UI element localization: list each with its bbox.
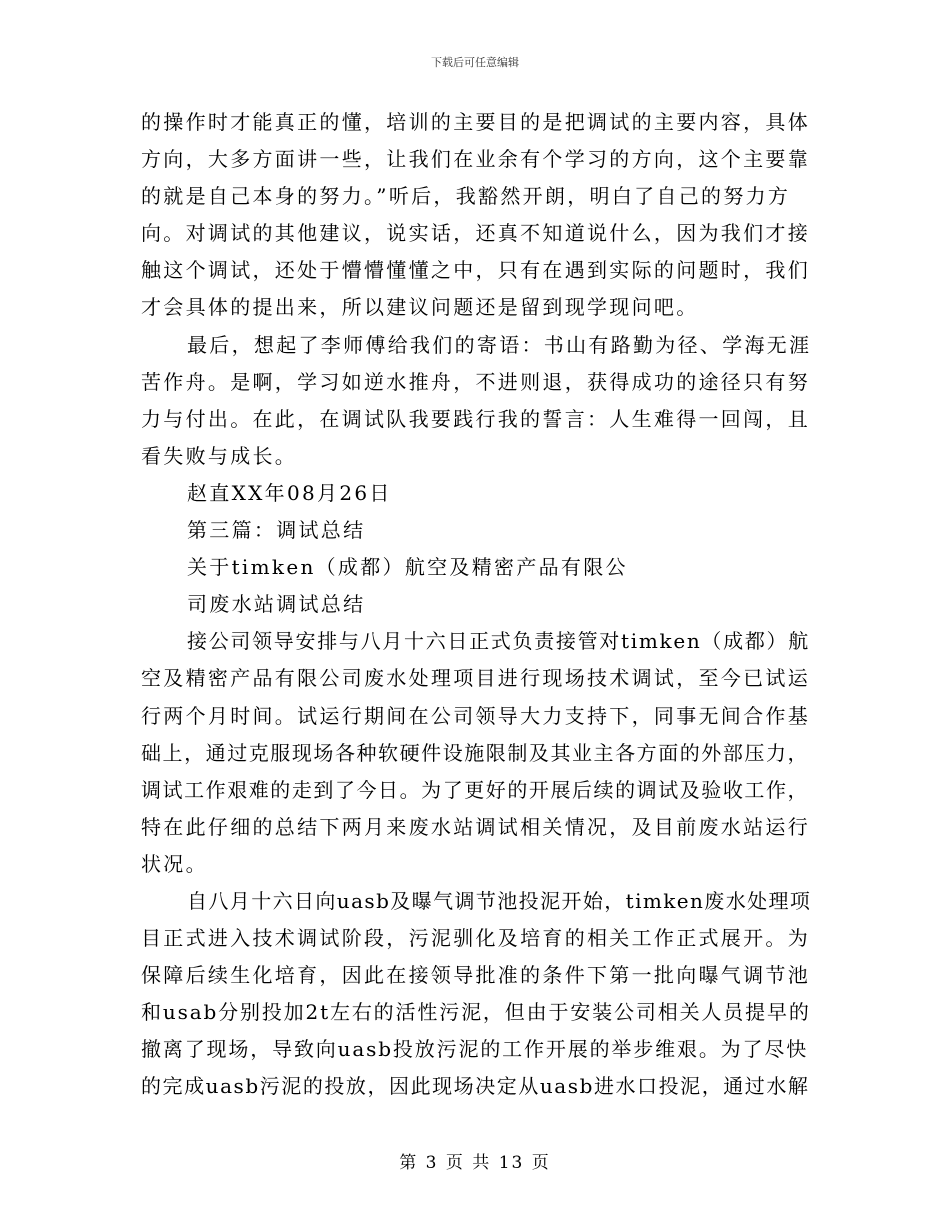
text-line: 力与付出。在此，在调试队我要践行我的誓言：人生难得一回闯，且 [141,406,810,431]
text-line: 看失败与成长。 [141,443,298,468]
page-number: 第 3 页 共 13 页 [399,1153,551,1173]
text-line: 第三篇：调试总结 [187,518,366,543]
text-line: 础上，通过克服现场各种软硬件设施限制及其业主各方面的外部压力， [141,740,810,765]
text-line: 状况。 [141,851,208,876]
text-line: 目正式进入技术调试阶段，污泥驯化及培育的相关工作正式展开。为 [141,926,810,951]
text-line: 调试工作艰难的走到了今日。为了更好的开展后续的调试及验收工作， [141,777,810,802]
text-line: 赵直XX年08月26日 [187,480,392,505]
text-line: 向。对调试的其他建议，说实话，还真不知道说什么，因为我们才接 [141,221,810,246]
text-line: 空及精密产品有限公司废水处理项目进行现场技术调试，至今已试运 [141,666,810,691]
text-line: 苦作舟。是啊，学习如逆水推舟，不进则退，获得成功的途径只有努 [141,369,810,394]
text-line: 触这个调试，还处于懵懵懂懂之中，只有在遇到实际的问题时，我们 [141,258,810,283]
text-line: 撤离了现场，导致向uasb投放污泥的工作开展的举步维艰。为了尽快 [141,1037,809,1062]
page-header: 下载后可任意编辑 [431,56,519,69]
document-body [141,104,811,1106]
text-line: 特在此仔细的总结下两月来废水站调试相关情况，及目前废水站运行 [141,814,810,839]
text-line: 方向，大多方面讲一些，让我们在业余有个学习的方向，这个主要靠 [141,147,810,172]
text-line: 的操作时才能真正的懂，培训的主要目的是把调试的主要内容，具体 [141,110,810,134]
text-line: 的就是自己本身的努力。”听后，我豁然开朗，明白了自己的努力方 [141,184,791,209]
text-line: 司废水站调试总结 [187,592,366,617]
text-line: 关于timken（成都）航空及精密产品有限公 [187,555,628,580]
text-line: 的完成uasb污泥的投放，因此现场决定从uasb进水口投泥，通过水解 [141,1074,810,1099]
text-line: 自八月十六日向uasb及曝气调节池投泥开始，timken废水处理项 [187,888,812,913]
text-line: 保障后续生化培育，因此在接领导批准的条件下第一批向曝气调节池 [141,963,810,988]
text-line: 和usab分别投加2t左右的活性污泥，但由于安装公司相关人员提早的 [141,1000,811,1025]
text-line: 最后，想起了李师傅给我们的寄语：书山有路勤为径、学海无涯 [187,332,812,357]
text-line: 才会具体的提出来，所以建议问题还是留到现学现问吧。 [141,295,699,320]
text-line: 接公司领导安排与八月十六日正式负责接管对timken（成都）航 [187,629,810,654]
text-line: 行两个月时间。试运行期间在公司领导大力支持下，同事无间合作基 [141,703,810,728]
